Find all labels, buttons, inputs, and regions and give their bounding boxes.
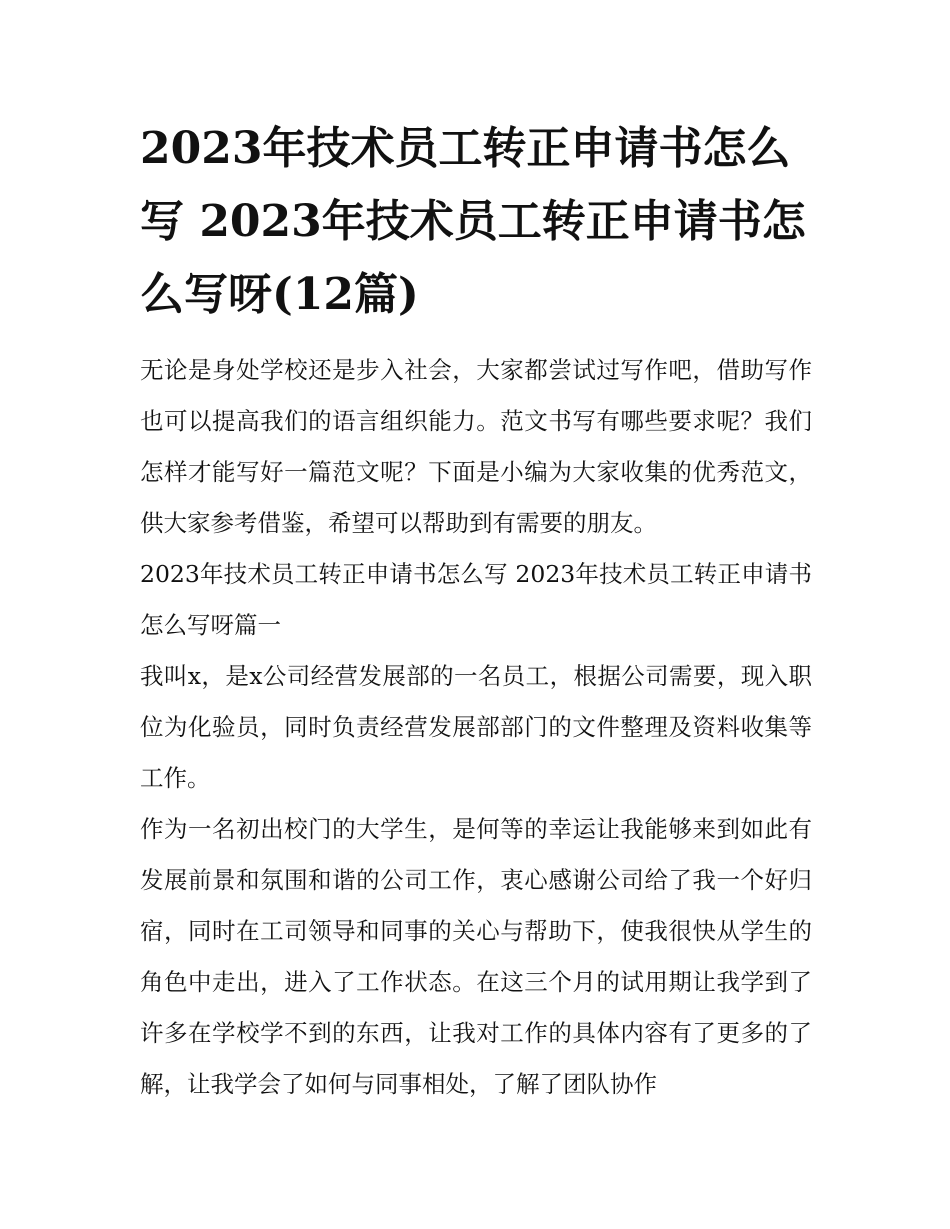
document-content — [140, 112, 812, 1110]
body-paragraph: 我叫x，是x公司经营发展部的一名员工，根据公司需要，现入职位为化验员，同时负责经营发展部部门的文件整理及资料收集等工作。 — [140, 662, 812, 792]
body-paragraph: 作为一名初出校门的大学生，是何等的幸运让我能够来到如此有发展前景和氛围和谐的公司工作，衷心感谢公司给了我一个好归宿，同时在工司领导和同事的关心与帮助下，使我很快从学生的角色中走出，进入了工作状态。在这三个月的试用期让我学到了许多在学校学不到的东西，让我对工作的具体内容有了更多的了解，让我学会了如何与同事相处，了解了团队协作 — [140, 815, 812, 1098]
document-title: 2023年技术员工转正申请书怎么写 2023年技术员工转正申请书怎么写呀(12篇) — [140, 123, 806, 320]
section-heading: 2023年技术员工转正申请书怎么写 2023年技术员工转正申请书怎么写呀篇一 — [140, 560, 812, 639]
intro-paragraph: 无论是身处学校还是步入社会，大家都尝试过写作吧，借助写作也可以提高我们的语言组织能力。范文书写有哪些要求呢？我们怎样才能写好一篇范文呢？下面是小编为大家收集的优秀范文，供大家参考借鉴，希望可以帮助到有需要的朋友。 — [140, 356, 812, 537]
